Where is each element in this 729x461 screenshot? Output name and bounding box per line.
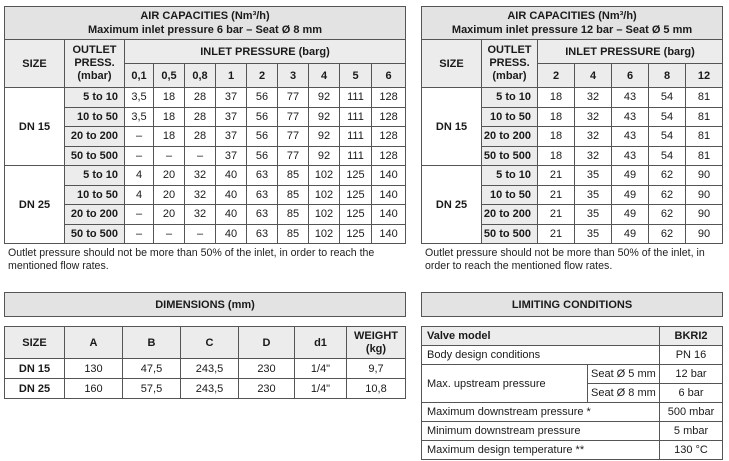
pressure-col-header: 4 bbox=[575, 64, 612, 88]
outlet-pressure-header: OUTLET PRESS. (mbar) bbox=[65, 40, 125, 88]
pressure-col-header: 8 bbox=[649, 64, 686, 88]
table-title: DIMENSIONS (mm) bbox=[5, 293, 406, 317]
table-row: DN 15 130 47,5 243,5 230 1/4" 9,7 bbox=[5, 359, 406, 379]
table-row: DN 15 5 to 10 3,5 18 28 37 56 77 92 111 128 bbox=[5, 88, 406, 108]
table-row: Max. upstream pressure Seat Ø 5 mm 12 bar bbox=[422, 365, 723, 384]
air-capacities-6bar-table bbox=[4, 6, 406, 244]
dimensions-block bbox=[4, 292, 406, 399]
column-header: A bbox=[65, 327, 123, 359]
pressure-col-header: 1 bbox=[216, 64, 247, 88]
table-row: 20 to 200 18 32 43 54 81 bbox=[422, 127, 723, 147]
column-header: SIZE bbox=[5, 327, 65, 359]
inlet-pressure-header: INLET PRESSURE (barg) bbox=[125, 40, 406, 64]
air-capacities-12bar-table bbox=[421, 6, 723, 244]
column-header: d1 bbox=[295, 327, 347, 359]
pressure-col-header: 4 bbox=[309, 64, 340, 88]
table-row: Maximum design temperature ** 130 °C bbox=[422, 441, 723, 460]
size-cell: DN 25 bbox=[422, 166, 482, 244]
pressure-col-header: 6 bbox=[612, 64, 649, 88]
table-row: 50 to 500 21 35 49 62 90 bbox=[422, 224, 723, 244]
pressure-col-header: 2 bbox=[247, 64, 278, 88]
table-row: DN 25 5 to 10 4 20 32 40 63 85 102 125 140 bbox=[5, 166, 406, 186]
column-header: D bbox=[239, 327, 295, 359]
table-title: AIR CAPACITIES (Nm³/h) Maximum inlet pressure 6 bar – Seat Ø 8 mm bbox=[5, 7, 406, 40]
table-row: DN 15 5 to 10 18 32 43 54 81 bbox=[422, 88, 723, 108]
flow-rate-note: Outlet pressure should not be more than 50% of the inlet, in order to reach the mentioned flow rates. bbox=[8, 247, 375, 272]
table-row: Minimum downstream pressure 5 mbar bbox=[422, 422, 723, 441]
flow-rate-note: Outlet pressure should not be more than 50% of the inlet, in order to reach the mentioned flow rates. bbox=[425, 247, 705, 272]
column-header: B bbox=[123, 327, 181, 359]
outlet-pressure-header: OUTLET PRESS. (mbar) bbox=[482, 40, 538, 88]
table-row: Seat Ø 8 mm 6 bar bbox=[422, 384, 723, 403]
table-row: 20 to 200 21 35 49 62 90 bbox=[422, 205, 723, 225]
air-capacities-6bar-block bbox=[4, 6, 406, 244]
spacer bbox=[422, 317, 723, 327]
pressure-col-header: 2 bbox=[538, 64, 575, 88]
size-cell: DN 15 bbox=[5, 88, 65, 166]
dimensions-table bbox=[4, 292, 406, 399]
size-cell: DN 25 bbox=[5, 166, 65, 244]
pressure-col-header: 3 bbox=[278, 64, 309, 88]
table-row: 10 to 50 4 20 32 40 63 85 102 125 140 bbox=[5, 185, 406, 205]
table-row: 50 to 500 18 32 43 54 81 bbox=[422, 146, 723, 166]
table-row: 50 to 500 – – – 40 63 85 102 125 140 bbox=[5, 224, 406, 244]
table-row: DN 25 5 to 10 21 35 49 62 90 bbox=[422, 166, 723, 186]
pressure-col-header: 12 bbox=[686, 64, 723, 88]
pressure-col-header: 6 bbox=[372, 64, 406, 88]
table-row: 10 to 50 21 35 49 62 90 bbox=[422, 185, 723, 205]
table-row: 10 to 50 18 32 43 54 81 bbox=[422, 107, 723, 127]
pressure-col-header: 0,1 bbox=[125, 64, 154, 88]
column-header: C bbox=[181, 327, 239, 359]
size-header: SIZE bbox=[5, 40, 65, 88]
size-header: SIZE bbox=[422, 40, 482, 88]
size-cell: DN 15 bbox=[422, 88, 482, 166]
pressure-col-header: 0,5 bbox=[154, 64, 185, 88]
table-title: AIR CAPACITIES (Nm³/h) Maximum inlet pressure 12 bar – Seat Ø 5 mm bbox=[422, 7, 723, 40]
table-row: Maximum downstream pressure * 500 mbar bbox=[422, 403, 723, 422]
table-row: 20 to 200 – 18 28 37 56 77 92 111 128 bbox=[5, 127, 406, 147]
table-row: DN 25 160 57,5 243,5 230 1/4" 10,8 bbox=[5, 379, 406, 399]
table-row: 50 to 500 – – – 37 56 77 92 111 128 bbox=[5, 146, 406, 166]
table-row: Valve model BKRI2 bbox=[422, 327, 723, 346]
limiting-conditions-block bbox=[421, 292, 723, 460]
limiting-conditions-table bbox=[421, 292, 723, 460]
spacer bbox=[5, 317, 406, 327]
air-capacities-12bar-block bbox=[421, 6, 723, 244]
table-row: 20 to 200 – 20 32 40 63 85 102 125 140 bbox=[5, 205, 406, 225]
table-row: 10 to 50 3,5 18 28 37 56 77 92 111 128 bbox=[5, 107, 406, 127]
table-title: LIMITING CONDITIONS bbox=[422, 293, 723, 317]
table-row: Body design conditions PN 16 bbox=[422, 346, 723, 365]
weight-header: WEIGHT (kg) bbox=[347, 327, 406, 359]
pressure-col-header: 0,8 bbox=[185, 64, 216, 88]
inlet-pressure-header: INLET PRESSURE (barg) bbox=[538, 40, 723, 64]
pressure-col-header: 5 bbox=[340, 64, 372, 88]
